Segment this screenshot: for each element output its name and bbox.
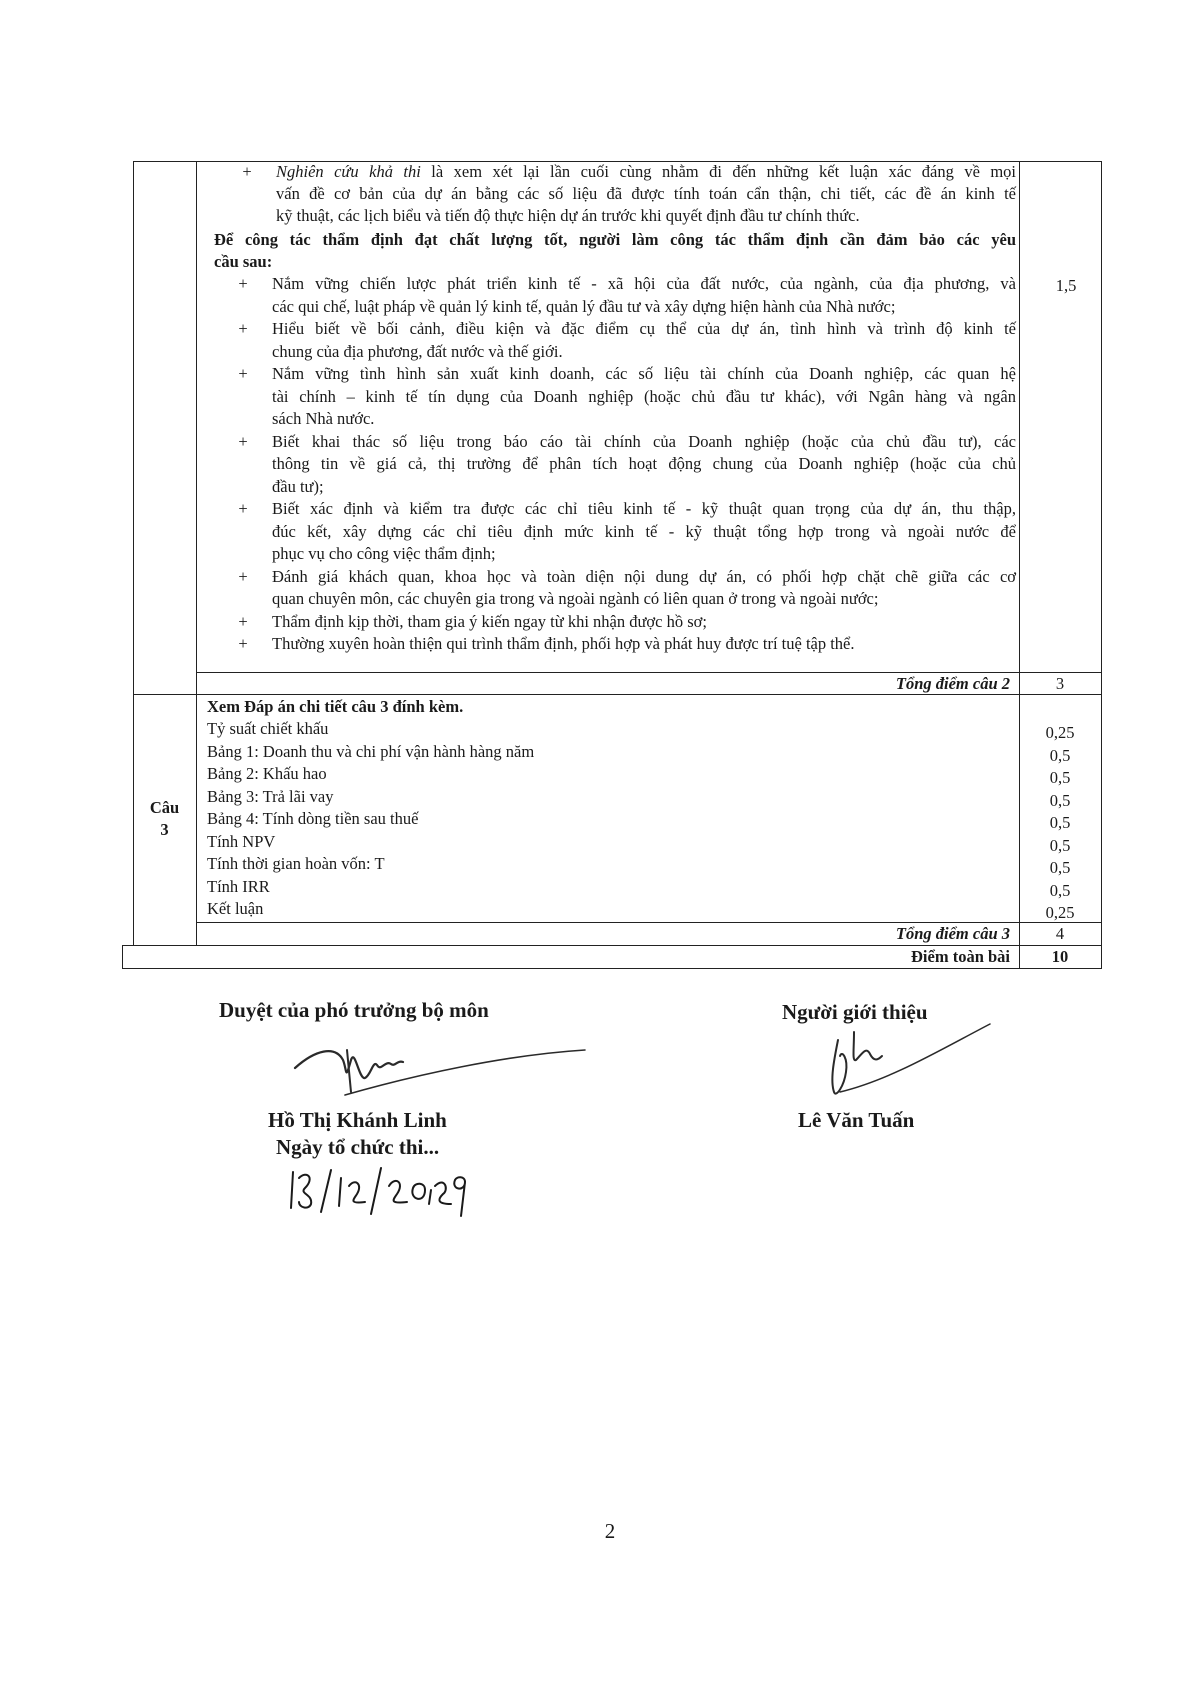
grand-total-value: 10: [1051, 947, 1069, 966]
presenter-title: Người giới thiệu: [782, 1000, 928, 1024]
column-divider-score: [1019, 161, 1020, 969]
requirement-item-line: Đánh giá khách quan, khoa học và toàn diện nội dung dự án, có phối hợp chặt chẽ giữa các cơ: [272, 566, 1016, 586]
bullet-symbol: +: [238, 634, 248, 653]
q2-total-label: Tổng điểm câu 2: [895, 674, 1010, 693]
requirement-item-line: thông tin về giá cả, thị trường để phân tích hoạt động chung của Doanh nghiệp (hoặc của chủ: [272, 454, 1016, 473]
requirements-heading-line-2: cầu sau:: [214, 252, 273, 271]
table-right-border: [1101, 161, 1102, 969]
bullet-symbol: +: [242, 162, 252, 181]
q3-item-text: Bảng 4: Tính dòng tiền sau thuế: [207, 809, 419, 828]
requirement-item-line: các qui chế, luật pháp về quản lý kinh tế, quản lý đầu tư và xây dựng hiện hành của Nhà nước;: [272, 296, 896, 316]
q3-item-text: Bảng 2: Khấu hao: [207, 764, 327, 783]
requirement-item-line: Nắm vững tình hình sản xuất kinh doanh, các số liệu tài chính của Doanh nghiệp, các quan hệ: [272, 364, 1016, 383]
q3-item-score: 0,5: [1049, 745, 1071, 765]
q3-label-line-2: 3: [160, 820, 169, 839]
page-number: 2: [604, 1519, 616, 1543]
q3-item-text: Bảng 1: Doanh thu và chi phí vận hành hàng năm: [207, 741, 535, 761]
requirement-item-line: sách Nhà nước.: [272, 409, 375, 428]
bullet-symbol: +: [238, 319, 248, 338]
bullet-symbol: +: [238, 566, 248, 586]
feasibility-study-line-2: vấn đề cơ bản của dự án bằng các số liệu đã được tính toán cẩn thận, chi tiết, các đề án kinh tế: [276, 184, 1016, 203]
q3-item-score: 0,25: [1045, 903, 1075, 922]
bullet-symbol: +: [238, 499, 248, 518]
q3-item-text: Tính NPV: [207, 831, 276, 851]
requirement-item-line: đúc kết, xây dựng các chỉ tiêu định mức kinh tế - kỹ thuật tổng hợp trong và ngoài nước để: [272, 521, 1016, 541]
q3-item-score: 0,5: [1049, 858, 1071, 877]
q3-item-score: 0,5: [1049, 813, 1071, 832]
requirement-item-line: tài chính – kinh tế tín dụng của Doanh nghiệp (hoặc chủ đầu tư khác), với Ngân hàng và ngân: [272, 386, 1016, 406]
feasibility-study-term: Nghiên cứu khả thi: [276, 162, 421, 181]
q3-item-text: Bảng 3: Trả lãi vay: [207, 786, 334, 806]
requirement-item-line: Thường xuyên hoàn thiện qui trình thẩm định, phối hợp và phát huy được trí tuệ tập thể.: [272, 634, 855, 653]
q3-total-value: 4: [1055, 924, 1065, 943]
requirement-item-line: Biết xác định và kiểm tra được các chỉ tiêu kinh tế - kỹ thuật quan trọng của dự án, thu thập,: [272, 499, 1016, 518]
presenter-name: Lê Văn Tuấn: [798, 1108, 915, 1132]
requirement-item-line: Nắm vững chiến lược phát triển kinh tế - xã hội của đất nước, của ngành, của địa phương, và: [272, 274, 1016, 293]
q3-total-label: Tổng điểm câu 3: [895, 924, 1010, 943]
requirements-heading-line-1: Để công tác thẩm định đạt chất lượng tốt, người làm công tác thẩm định cần đảm bảo các yêu: [214, 230, 1016, 249]
exam-date-label: Ngày tổ chức thi...: [276, 1135, 440, 1159]
requirement-item-line: đầu tư);: [272, 476, 324, 496]
requirement-item-line: chung của địa phương, đất nước và thế giới.: [272, 341, 563, 361]
q3-item-text: Tính IRR: [207, 876, 270, 896]
q3-item-text: Tỷ suất chiết khấu: [207, 719, 329, 738]
approver-title: Duyệt của phó trưởng bộ môn: [219, 998, 489, 1022]
exam-date-handwritten: [285, 1160, 485, 1220]
bullet-symbol: +: [238, 364, 248, 383]
q3-heading: Xem Đáp án chi tiết câu 3 đính kèm.: [207, 697, 464, 716]
q3-item-score: 0,5: [1049, 880, 1071, 900]
feasibility-study-line-1: Nghiên cứu khả thi là xem xét lại lần cuối cùng nhằm đi đến những kết luận xác đáng về mọi: [276, 162, 1017, 181]
requirement-item-line: phục vụ cho công việc thẩm định;: [272, 544, 496, 563]
q3-item-score: 0,25: [1045, 723, 1075, 742]
bullet-symbol: +: [238, 274, 248, 293]
bullet-symbol: +: [238, 611, 248, 631]
q2-total-value: 3: [1055, 674, 1065, 693]
q3-label-line-1: Câu: [149, 798, 180, 817]
bullet-symbol: +: [238, 431, 248, 451]
requirement-item-line: Biết khai thác số liệu trong báo cáo tài chính của Doanh nghiệp (hoặc của chủ đầu tư), các: [272, 431, 1016, 451]
grand-total-left-border: [122, 945, 123, 969]
q3-item-score: 0,5: [1049, 790, 1071, 810]
q3-item-score: 0,5: [1049, 768, 1071, 787]
q3-item-text: Kết luận: [207, 899, 264, 918]
table-bottom-border: [122, 968, 1101, 969]
requirement-item-line: Hiểu biết về bối cảnh, điều kiện và đặc điểm cụ thể của dự án, tình hình và trình độ kinh tế: [272, 319, 1016, 338]
column-divider-label: [196, 161, 197, 946]
approver-name: Hồ Thị Khánh Linh: [268, 1108, 447, 1132]
requirement-item-line: Thẩm định kịp thời, tham gia ý kiến ngay từ khi nhận được hồ sơ;: [272, 611, 707, 631]
presenter-signature: [820, 1010, 1000, 1110]
q3-item-text: Tính thời gian hoàn vốn: T: [207, 854, 385, 873]
requirement-item-line: quan chuyên môn, các chuyên gia trong và ngoài ngành có liên quan ở trong và ngoài nước;: [272, 589, 879, 608]
q3-item-score: 0,5: [1049, 835, 1071, 855]
grand-total-label: Điểm toàn bài: [911, 947, 1010, 966]
q2-section-score: 1,5: [1055, 276, 1077, 295]
feasibility-study-line-3: kỹ thuật, các lịch biểu và tiến độ thực hiện dự án trước khi quyết định đầu tư chính thức.: [276, 206, 860, 225]
